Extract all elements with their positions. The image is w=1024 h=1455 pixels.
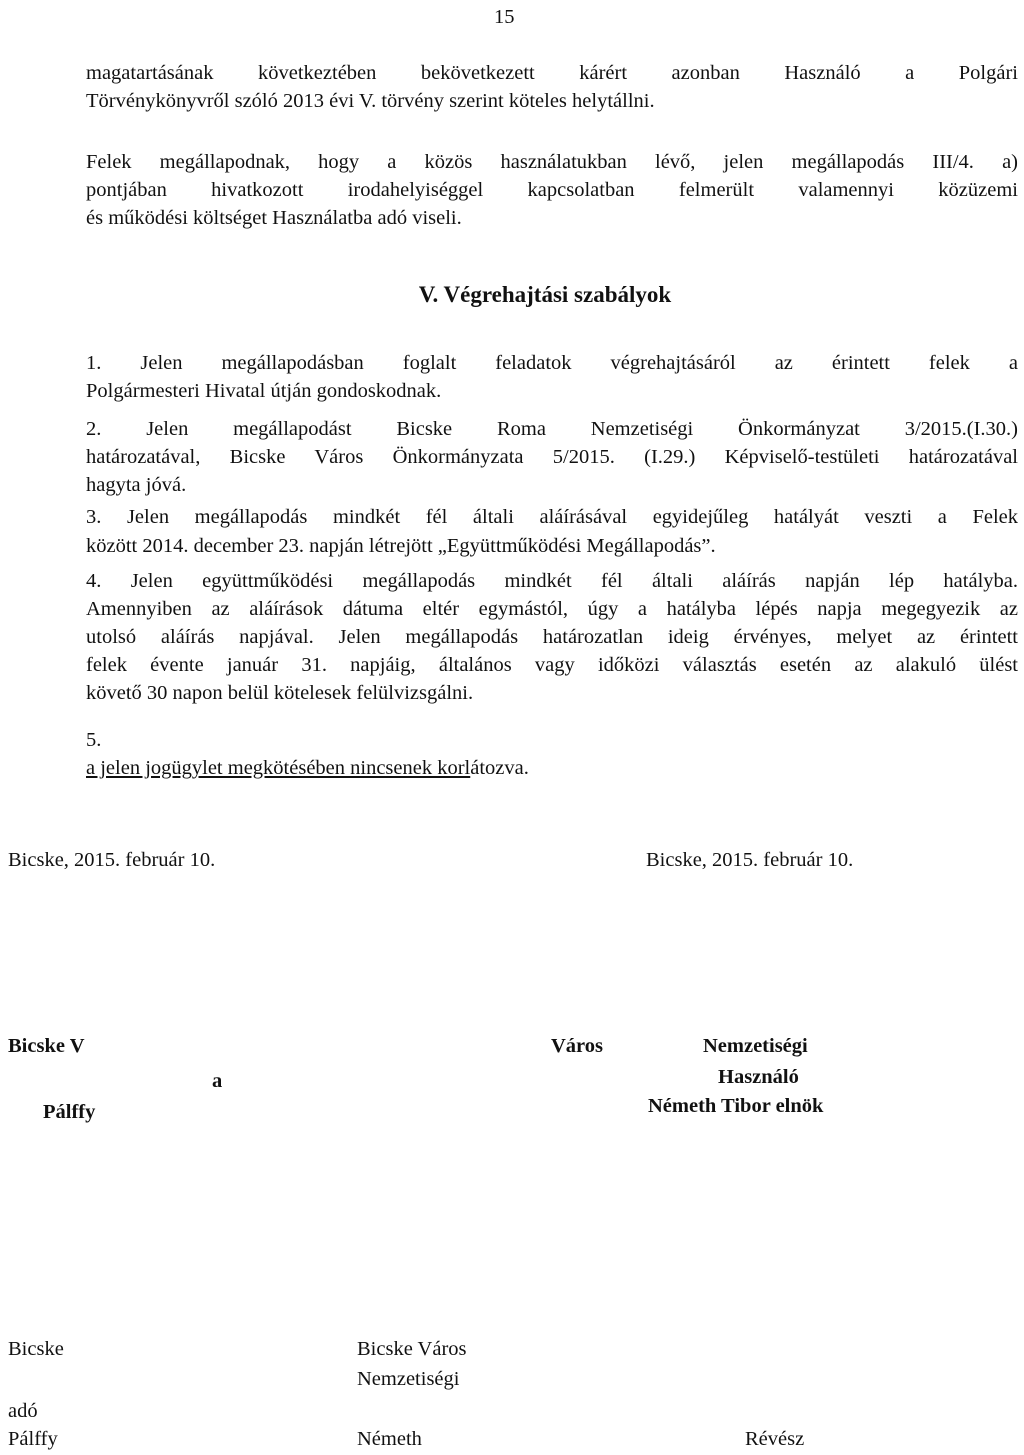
intro-line-2: Törvénykönyvről szóló 2013 évi V. törvény szerint köteles helytállni. bbox=[86, 90, 655, 112]
signature-left-line-3: Pálffy bbox=[43, 1101, 96, 1123]
date-left: Bicske, 2015. február 10. bbox=[8, 849, 216, 871]
rule-3-line-1: 3. Jelen megállapodás mindkét fél általi aláírásával egyidejűleg hatályát veszti a Felek bbox=[86, 506, 1018, 528]
signature-right-line-1: Nemzetiségi bbox=[703, 1035, 808, 1057]
footer-col3-line-3: Révész bbox=[745, 1428, 805, 1450]
intro-line-1: magatartásának következtében bekövetkezett kárért azonban Használó a Polgári bbox=[86, 62, 1018, 84]
footer-col2-line-3: Németh bbox=[357, 1428, 422, 1450]
rule-2-line-1: 2. Jelen megállapodást Bicske Roma Nemzetiségi Önkormányzat 3/2015.(I.30.) bbox=[86, 418, 1018, 440]
costs-line-3: és működési költséget Használatba adó viseli. bbox=[86, 207, 462, 229]
page-number: 15 bbox=[494, 6, 515, 28]
rule-5-underlined: a jelen jogügylet megkötésében nincsenek korl bbox=[86, 757, 471, 779]
rule-4-line-1: 4. Jelen együttműködési megállapodás mindkét fél általi aláírás napján lép hatályba. bbox=[86, 570, 1018, 592]
footer-col1-line-2: adó bbox=[8, 1400, 38, 1422]
signature-middle-a: a bbox=[212, 1070, 223, 1092]
rule-5-number: 5. bbox=[86, 729, 102, 751]
rule-3-line-2: között 2014. december 23. napján létrejött „Együttműködési Megállapodás”. bbox=[86, 535, 716, 557]
footer-col1-line-3: Pálffy bbox=[8, 1428, 58, 1450]
footer-col2-line-1: Bicske Város bbox=[357, 1338, 467, 1360]
rule-4-line-2: Amennyiben az aláírások dátuma eltér egymástól, úgy a hatályba lépés napja megegyezik az bbox=[86, 598, 1018, 620]
section-heading: V. Végrehajtási szabályok bbox=[418, 282, 672, 307]
costs-line-1: Felek megállapodnak, hogy a közös használatukban lévő, jelen megállapodás III/4. a) bbox=[86, 151, 1018, 173]
date-right: Bicske, 2015. február 10. bbox=[646, 849, 854, 871]
signature-right-line-3: Németh Tibor elnök bbox=[648, 1095, 824, 1117]
rule-1-line-1: 1. Jelen megállapodásban foglalt feladatok végrehajtásáról az érintett felek a bbox=[86, 352, 1018, 374]
rule-4-line-4: felek évente január 31. napjáig, általános vagy időközi választás esetén az alakuló ülést bbox=[86, 654, 1018, 676]
rule-4-line-5: követő 30 napon belül kötelesek felülvizsgálni. bbox=[86, 682, 474, 704]
costs-line-2: pontjában hivatkozott irodahelyiséggel kapcsolatban felmerült valamennyi közüzemi bbox=[86, 179, 1018, 201]
signature-middle-varos: Város bbox=[551, 1035, 604, 1057]
signature-left-line-1: Bicske V bbox=[8, 1035, 85, 1057]
rule-2-line-2: határozatával, Bicske Város Önkormányzata 5/2015. (I.29.) Képviselő-testületi határozatával bbox=[86, 446, 1018, 468]
footer-col2-line-2: Nemzetiségi bbox=[357, 1368, 460, 1390]
rule-4-line-3: utolsó aláírás napjával. Jelen megállapodás határozatlan ideig érvényes, melyet az érintett bbox=[86, 626, 1018, 648]
rule-1-line-2: Polgármesteri Hivatal útján gondoskodnak. bbox=[86, 380, 442, 402]
footer-col1-line-1: Bicske bbox=[8, 1338, 64, 1360]
rule-5-text bbox=[86, 758, 529, 779]
signature-right-line-2: Használó bbox=[718, 1066, 799, 1088]
rule-2-line-3: hagyta jóvá. bbox=[86, 474, 187, 496]
rule-5-rest: átozva. bbox=[470, 757, 529, 779]
